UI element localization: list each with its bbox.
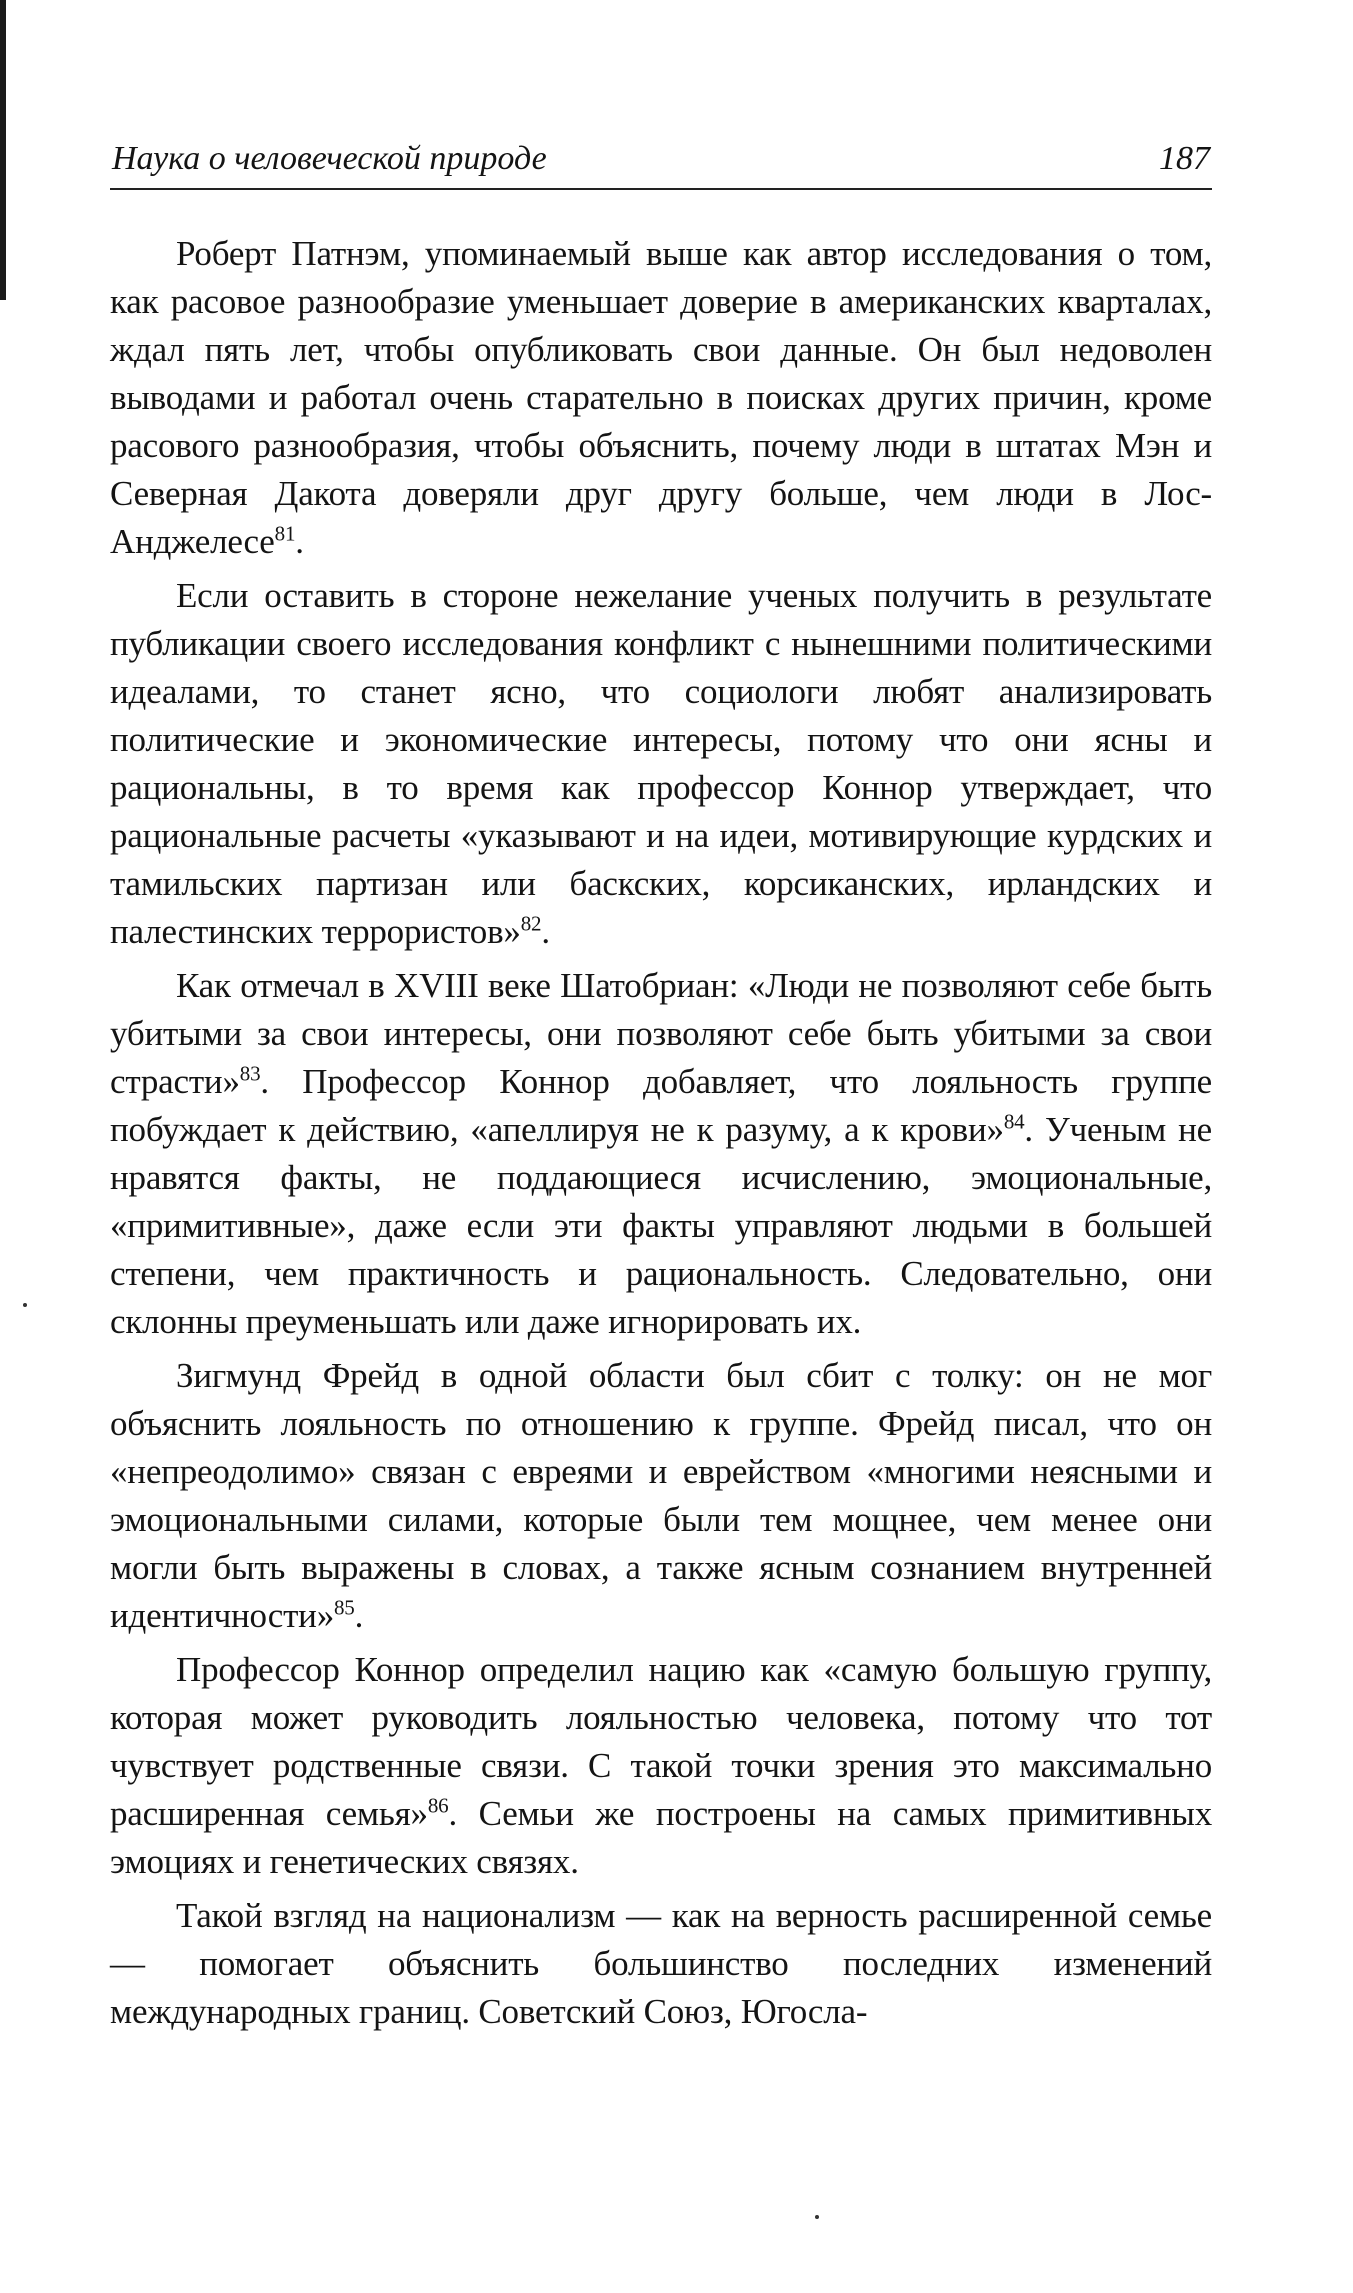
scan-speck bbox=[23, 1303, 27, 1307]
footnote-ref: 82 bbox=[520, 911, 542, 936]
binding-edge-mark bbox=[0, 0, 6, 300]
footnote-ref: 83 bbox=[239, 1061, 261, 1086]
page-number: 187 bbox=[1159, 140, 1210, 177]
footnote-ref: 81 bbox=[274, 521, 296, 546]
paragraph-4: Зигмунд Фрейд в одной области был сбит с толку: он не мог объяснить лояльность по отношению к группе. Фрейд писал, что он «непреодолимо» связан с евреями и еврейством «многими неясными и эмоциональными силами, которые были тем мощнее, чем менее они могли быть выражены в словах, а также ясным сознанием внутренней идентичности»$^{85}$. bbox=[110, 1356, 1212, 1635]
paragraph-1: Роберт Патнэм, упоминаемый выше как автор исследования о том, как расовое разнообразие уменьшает доверие в американских кварталах, ждал пять лет, чтобы опубликовать свои данные. Он был недоволен выводами и работал очень старательно в поисках других причин, кроме расового разнообразия, чтобы объяснить, почему люди в штатах Мэн и Северная Дакота доверяли друг другу больше, чем люди в Лос-Анджелесе$^{81}$. bbox=[110, 234, 1212, 561]
paragraph-6: Такой взгляд на национализм — как на верность расширенной семье — помогает объяснить большинство последних изменений международных границ. Советский Союз, Югосла- bbox=[110, 1896, 1212, 2031]
paragraph-5: Профессор Коннор определил нацию как «самую большую группу, которая может руководить лояльностью человека, потому что тот чувствует родственные связи. С такой точки зрения это максимально расширенная семья»$^{86}$. Семьи же построены на самых примитивных эмоциях и генетических связях. bbox=[110, 1650, 1212, 1881]
paragraph-2: Если оставить в стороне нежелание ученых получить в результате публикации своего исследования конфликт с нынешними политическими идеалами, то станет ясно, что социологи любят анализировать политические и экономические интересы, потому что они ясны и рациональны, в то время как профессор Коннор утверждает, что рациональные расчеты «указывают и на идеи, мотивирующие курдских и тамильских партизан или баскских, корсиканских, ирландских и палестинских террористов»$^{82}$. bbox=[110, 576, 1212, 951]
body-text bbox=[110, 230, 1212, 2042]
footnote-ref: 85 bbox=[334, 1595, 355, 1620]
running-header bbox=[110, 138, 1212, 190]
book-title: Наука о человеческой природе bbox=[112, 140, 547, 177]
footnote-ref: 86 bbox=[427, 1793, 449, 1818]
scan-speck bbox=[815, 2215, 819, 2219]
paragraph-3: Как отмечал в XVIII веке Шатобриан: «Люди не позволяют себе быть убитыми за свои интересы, они позволяют себе быть убитыми за свои страсти»$^{83}$. Профессор Коннор добавляет, что лояльность группе побуждает к действию, «апеллируя не к разуму, а к крови»$^{84}$. Ученым не нравятся факты, не поддающиеся исчислению, эмоциональные, «примитивные», даже если эти факты управляют людьми в большей степени, чем практичность и рациональность. Следовательно, они склонны преуменьшать или даже игнорировать их. bbox=[110, 966, 1212, 1341]
footnote-ref: 84 bbox=[1003, 1109, 1025, 1134]
